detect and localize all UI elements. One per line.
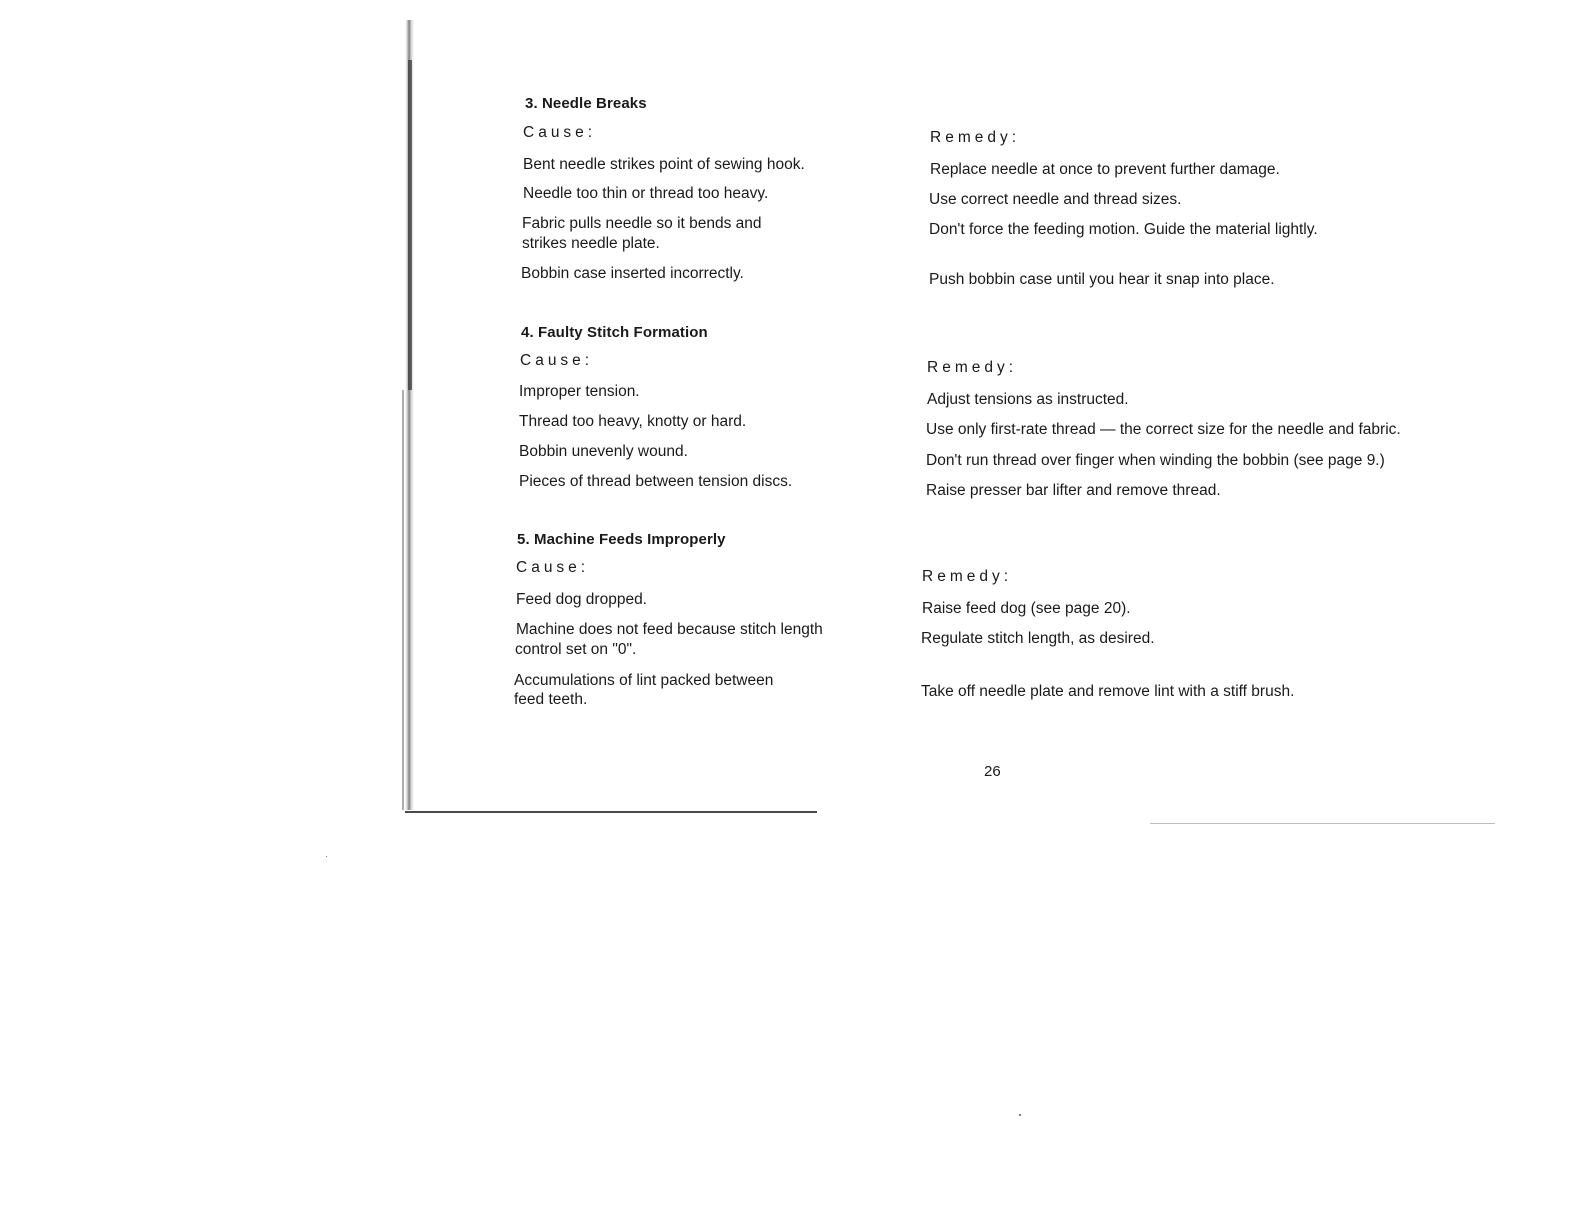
remedy-item: Adjust tensions as instructed.: [927, 391, 1129, 408]
cause-label: Cause:: [520, 352, 594, 369]
scan-speck: [326, 856, 327, 857]
section-heading: 4. Faulty Stitch Formation: [521, 324, 708, 341]
cause-item: Bobbin case inserted incorrectly.: [521, 265, 744, 282]
bottom-edge-line: [405, 811, 817, 813]
remedy-label: Remedy:: [930, 129, 1021, 146]
remedy-item: Raise feed dog (see page 20).: [922, 600, 1131, 617]
cause-item: feed teeth.: [514, 691, 588, 708]
cause-item: Needle too thin or thread too heavy.: [523, 185, 769, 202]
remedy-label: Remedy:: [922, 568, 1013, 585]
cause-item: Machine does not feed because stitch length: [516, 621, 823, 638]
remedy-item: Don't run thread over finger when winding the bobbin (see page 9.): [926, 452, 1385, 469]
remedy-item: Use correct needle and thread sizes.: [929, 191, 1182, 208]
cause-item: Feed dog dropped.: [516, 591, 647, 608]
remedy-item: Take off needle plate and remove lint with a stiff brush.: [921, 683, 1295, 700]
remedy-item: Use only first-rate thread — the correct size for the needle and fabric.: [926, 421, 1401, 438]
cause-item: Improper tension.: [519, 383, 640, 400]
binding-shadow: [408, 60, 412, 390]
cause-item: Pieces of thread between tension discs.: [519, 473, 793, 490]
cause-item: Accumulations of lint packed between: [514, 672, 774, 689]
scan-speck: [1019, 1114, 1021, 1116]
page-number: 26: [984, 763, 1001, 780]
cause-item: Fabric pulls needle so it bends and: [522, 215, 762, 232]
cause-item: Thread too heavy, knotty or hard.: [519, 413, 747, 430]
cause-item: Bobbin unevenly wound.: [519, 443, 688, 460]
section-heading: 5. Machine Feeds Improperly: [517, 531, 726, 548]
bottom-edge-line-faint: [1150, 823, 1495, 824]
remedy-item: Regulate stitch length, as desired.: [921, 630, 1155, 647]
cause-label: Cause:: [516, 559, 590, 576]
section-heading: 3. Needle Breaks: [525, 95, 647, 112]
remedy-item: Don't force the feeding motion. Guide the material lightly.: [929, 221, 1318, 238]
remedy-item: Raise presser bar lifter and remove thread.: [926, 482, 1221, 499]
cause-item: strikes needle plate.: [522, 235, 660, 252]
remedy-item: Replace needle at once to prevent further damage.: [930, 161, 1280, 178]
remedy-item: Push bobbin case until you hear it snap into place.: [929, 271, 1275, 288]
binding-shadow-lower: [402, 390, 404, 810]
cause-item: Bent needle strikes point of sewing hook.: [523, 156, 805, 173]
cause-label: Cause:: [523, 124, 597, 141]
remedy-label: Remedy:: [927, 359, 1018, 376]
cause-item: control set on "0".: [515, 641, 637, 658]
